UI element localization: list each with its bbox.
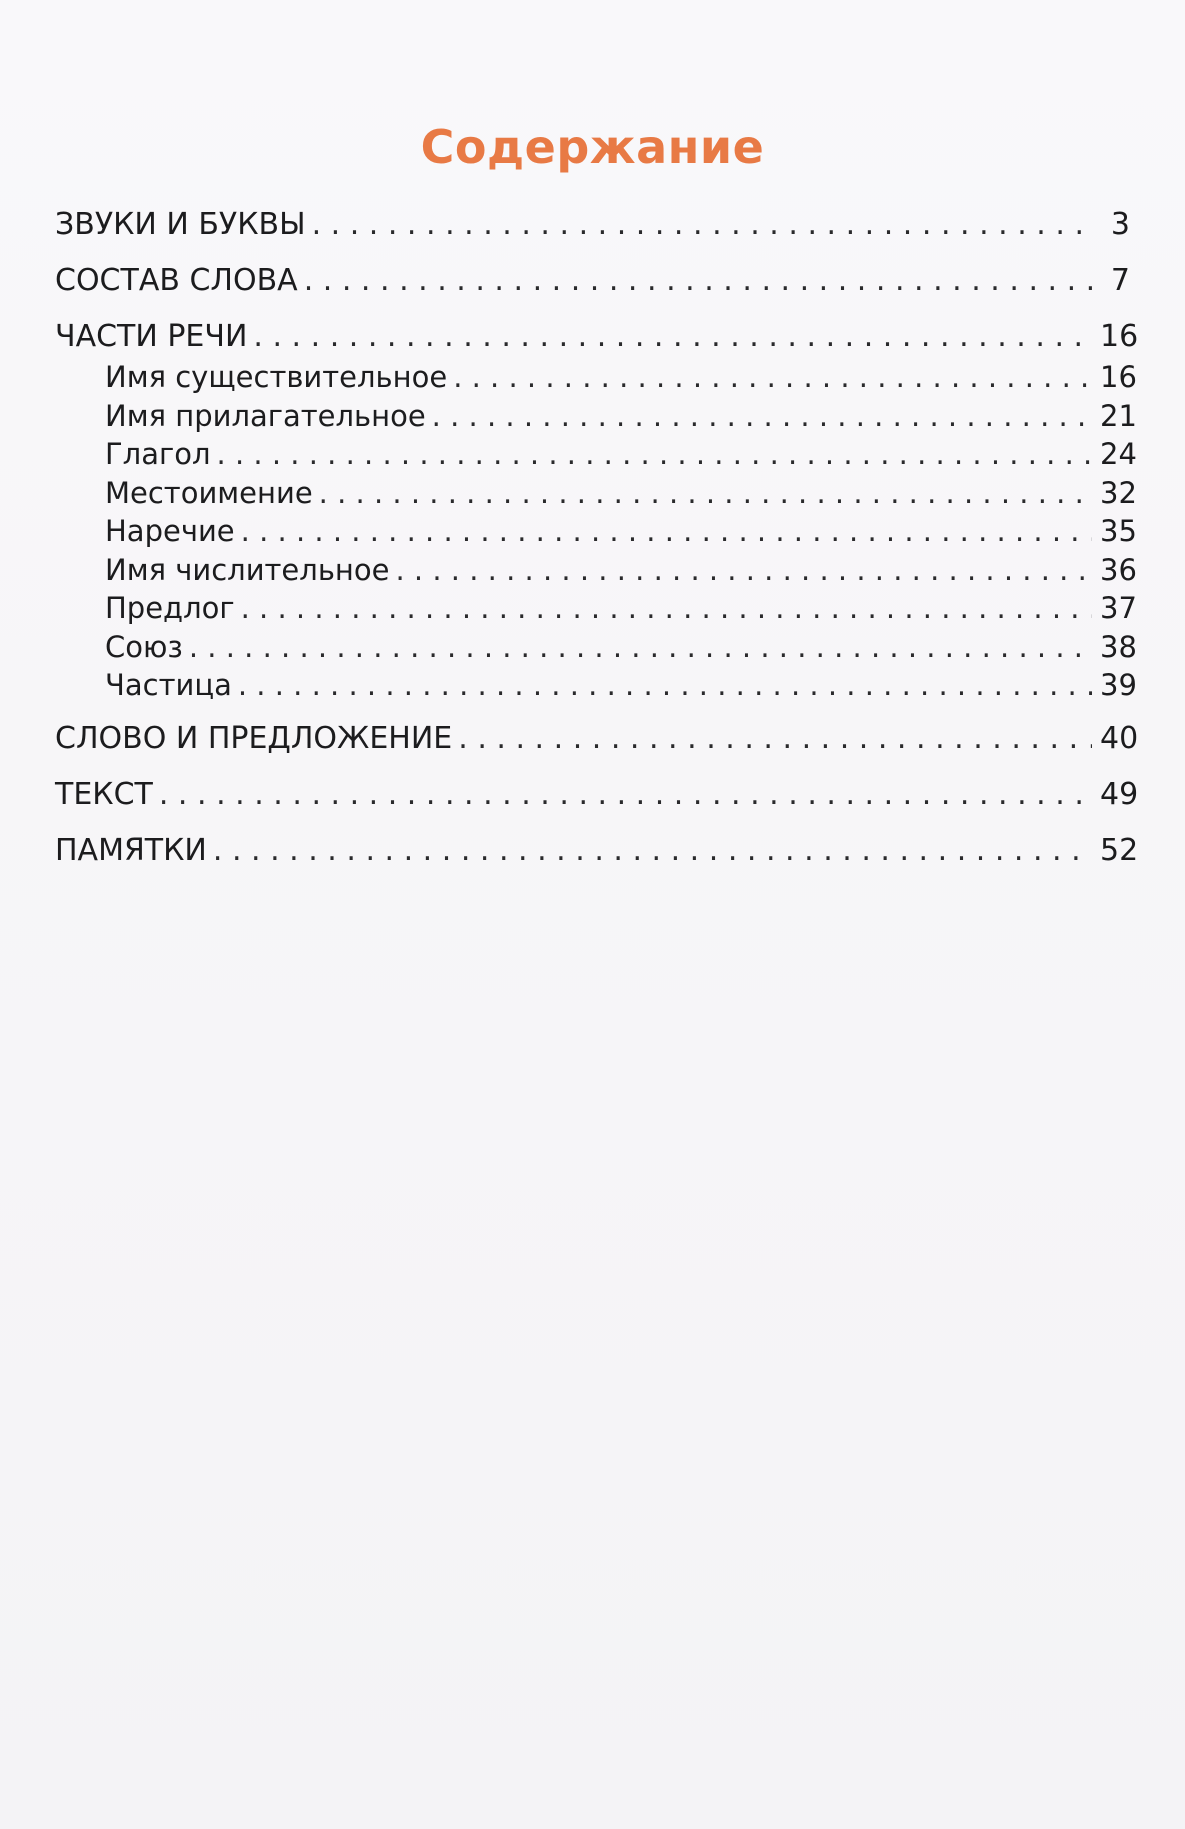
toc-entry-page: 49 [1100,777,1139,812]
toc-subentry-page: 36 [1100,552,1137,587]
dot-leader [432,397,1092,435]
toc-subentry-verb [55,435,1137,474]
toc-subentry-label: Союз [105,629,183,664]
dot-leader [319,474,1092,512]
toc-entry-label: ПАМЯТКИ [55,833,207,868]
dot-leader [395,551,1092,589]
toc-entry-parts-of-speech [55,318,1139,358]
toc-subentry-page: 24 [1100,437,1137,471]
toc-subentry-pronoun [55,474,1137,513]
toc-subentry-label: Имя прилагательное [105,398,426,433]
toc-entry-page: 52 [1100,833,1139,868]
toc-subentry-label: Имя числительное [105,552,390,587]
dot-leader [253,318,1092,356]
dot-leader [241,512,1092,550]
toc-subentry-page: 39 [1100,668,1137,702]
dot-leader [159,776,1092,814]
toc-subentry-page: 16 [1100,360,1137,394]
dot-leader [241,589,1092,627]
toc-subentry-page: 37 [1100,591,1137,625]
toc-entry-label: СЛОВО И ПРЕДЛОЖЕНИЕ [55,721,453,756]
table-of-contents [55,206,1139,888]
toc-entry-sounds-letters [55,206,1130,262]
toc-subentry-label: Частица [105,668,232,702]
toc-entry-label: ЗВУКИ И БУКВЫ [55,207,306,242]
toc-subentry-page: 38 [1100,629,1137,664]
dot-leader [458,720,1092,758]
toc-entry-page: 3 [1110,207,1130,242]
toc-entry-page: 16 [1100,319,1139,354]
dot-leader [189,628,1092,666]
toc-entry-word-composition [55,262,1130,318]
dot-leader [213,832,1092,870]
toc-entry-label: ТЕКСТ [55,777,153,812]
dot-leader [312,206,1092,244]
toc-subentry-adverb [55,512,1137,551]
toc-entry-label: СОСТАВ СЛОВА [55,263,298,298]
dot-leader [217,435,1092,473]
toc-entry-page: 7 [1110,263,1130,298]
toc-subentry-numeral [55,551,1137,590]
dot-leader [238,666,1092,704]
toc-entry-word-and-sentence [55,720,1139,776]
toc-subentry-adjective [55,397,1137,436]
dot-leader [453,358,1092,396]
toc-subentry-page: 32 [1100,475,1137,510]
toc-subentry-particle [55,666,1137,720]
toc-entry-label: ЧАСТИ РЕЧИ [55,319,248,354]
toc-subentry-noun [55,358,1137,397]
toc-entry-text [55,776,1139,832]
toc-entry-page: 40 [1100,721,1139,756]
toc-subentry-page: 21 [1100,398,1137,433]
toc-subentry-label: Глагол [105,437,211,471]
toc-subentry-conjunction [55,628,1137,667]
page-title: Содержание [420,120,765,174]
toc-subentry-label: Наречие [105,514,235,548]
dot-leader [304,262,1092,300]
toc-subentry-label: Предлог [105,591,235,625]
toc-subentry-label: Имя существительное [105,360,448,394]
toc-subentry-label: Местоимение [105,475,313,510]
toc-entry-memos [55,832,1139,888]
toc-subentry-page: 35 [1100,514,1137,548]
toc-subentry-preposition [55,589,1137,628]
